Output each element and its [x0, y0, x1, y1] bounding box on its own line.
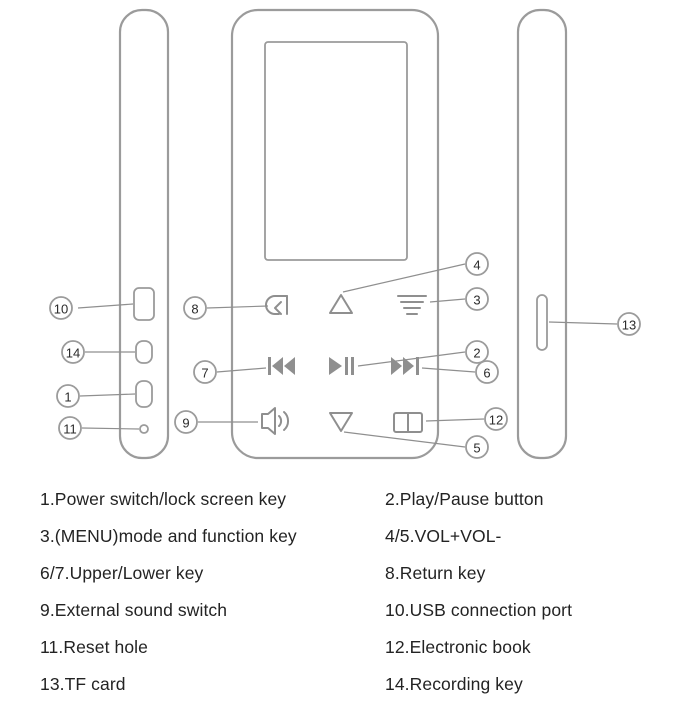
callout-3[interactable] — [466, 288, 488, 310]
callout-4[interactable] — [466, 253, 488, 275]
legend-item: 9.External sound switch — [40, 599, 228, 620]
legend-grid — [0, 480, 680, 702]
legend-item: 2.Play/Pause button — [385, 488, 544, 509]
callout-2[interactable] — [466, 341, 488, 363]
legend-item: 11.Reset hole — [40, 636, 148, 657]
legend-item: 1.Power switch/lock screen key — [40, 488, 287, 509]
legend — [0, 470, 680, 694]
callout-7[interactable] — [194, 361, 216, 383]
callout-8[interactable] — [184, 297, 206, 319]
svg-text:1: 1 — [64, 389, 72, 405]
callout-13[interactable] — [618, 313, 640, 335]
legend-item: 4/5.VOL+VOL- — [385, 525, 502, 546]
svg-text:9: 9 — [182, 415, 190, 431]
legend-item: 3.(MENU)mode and function key — [40, 525, 297, 546]
legend-item: 8.Return key — [385, 562, 486, 583]
callout-1[interactable] — [57, 385, 79, 407]
svg-text:5: 5 — [473, 440, 481, 456]
legend-item: 6/7.Upper/Lower key — [40, 562, 204, 583]
svg-text:14: 14 — [65, 345, 81, 361]
svg-text:7: 7 — [201, 365, 209, 381]
callout-6[interactable] — [476, 361, 498, 383]
right-side-view — [518, 10, 566, 458]
callout-14[interactable] — [62, 341, 84, 363]
left-side-view — [120, 10, 168, 458]
svg-text:8: 8 — [191, 301, 199, 317]
legend-item: 10.USB connection port — [385, 599, 573, 620]
svg-text:12: 12 — [488, 412, 504, 428]
legend-item: 14.Recording key — [385, 673, 523, 694]
legend-item: 13.TF card — [40, 673, 126, 694]
callout-10[interactable] — [50, 297, 72, 319]
front-view — [232, 10, 438, 458]
svg-text:4: 4 — [473, 257, 481, 273]
svg-text:3: 3 — [473, 292, 481, 308]
callout-12[interactable] — [485, 408, 507, 430]
svg-text:2: 2 — [473, 345, 481, 361]
callout-11[interactable] — [59, 417, 81, 439]
legend-item: 12.Electronic book — [385, 636, 531, 657]
callout-5[interactable] — [466, 436, 488, 458]
svg-text:10: 10 — [53, 301, 69, 317]
svg-text:13: 13 — [621, 317, 637, 333]
svg-text:11: 11 — [63, 421, 77, 437]
callout-9[interactable] — [175, 411, 197, 433]
svg-text:6: 6 — [483, 365, 491, 381]
